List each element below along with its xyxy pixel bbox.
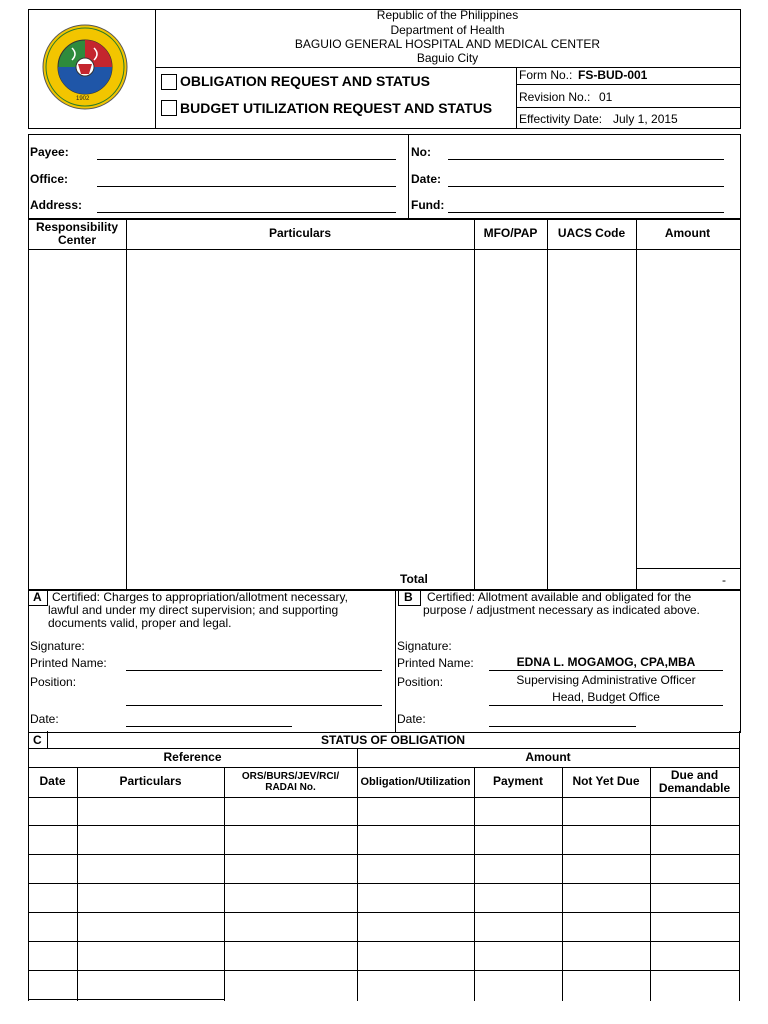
budget-checkbox[interactable]	[161, 100, 177, 116]
office-label: Office:	[30, 172, 69, 186]
divider	[516, 84, 740, 85]
status-col-obligation: Obligation/Utilization	[360, 776, 471, 788]
status-reference: Reference	[163, 750, 222, 764]
divider	[28, 767, 740, 768]
divider	[562, 767, 563, 1001]
seal-year: 1902	[76, 96, 90, 102]
cert-b-position-label: Position:	[397, 675, 444, 689]
payee-label: Payee:	[30, 145, 69, 159]
no-field[interactable]	[448, 159, 724, 160]
date-field[interactable]	[448, 186, 724, 187]
cert-b-letter: B	[404, 590, 413, 604]
cert-a-text-1: Certified: Charges to appropriation/allotment necessary,	[52, 590, 348, 604]
divider	[474, 218, 475, 589]
cert-a-date-label: Date:	[30, 712, 59, 726]
divider	[28, 797, 740, 798]
cert-b-text-1: Certified: Allotment available and obligated for the	[427, 590, 692, 604]
divider	[474, 767, 475, 1001]
divider	[28, 249, 740, 250]
header-department: Department of Health	[390, 23, 505, 37]
col-uacs-code: UACS Code	[557, 226, 626, 240]
cert-b-name-field	[489, 670, 723, 671]
main-table	[28, 218, 741, 591]
total-value: -	[722, 573, 726, 587]
no-label: No:	[411, 145, 431, 159]
table-row	[28, 999, 224, 1000]
col-responsibility: Responsibility Center	[35, 220, 118, 247]
office-field[interactable]	[97, 186, 396, 187]
col-mfo-pap: MFO/PAP	[483, 226, 538, 240]
date-label: Date:	[411, 172, 442, 186]
cert-b-name-label: Printed Name:	[397, 656, 474, 670]
divider	[650, 767, 651, 1001]
cert-b-date-label: Date:	[397, 712, 426, 726]
header-republic: Republic of the Philippines	[376, 8, 519, 22]
divider	[516, 67, 517, 128]
table-row	[28, 970, 740, 971]
revision-label: Revision No.:	[519, 90, 591, 104]
form-no-label: Form No.:	[519, 68, 573, 82]
divider	[28, 731, 29, 1001]
status-col-not-yet-due: Not Yet Due	[572, 774, 640, 788]
cert-a-date-field[interactable]	[126, 726, 292, 727]
table-row	[28, 941, 740, 942]
table-row	[28, 883, 740, 884]
divider	[126, 218, 127, 589]
divider	[547, 218, 548, 589]
cert-b-date-field[interactable]	[489, 726, 636, 727]
divider	[28, 748, 740, 749]
table-row	[28, 825, 740, 826]
address-field[interactable]	[97, 212, 396, 213]
divider	[739, 731, 740, 1001]
obligation-title: OBLIGATION REQUEST AND STATUS	[180, 73, 430, 89]
status-col-particulars: Particulars	[119, 774, 182, 788]
status-col-due-1: Due and	[670, 768, 719, 782]
cert-a-text-3: documents valid, proper and legal.	[48, 616, 232, 630]
status-col-ors-1: ORS/BURS/JEV/RCI/	[241, 771, 340, 782]
payee-frame	[28, 134, 741, 220]
budget-title: BUDGET UTILIZATION REQUEST AND STATUS	[180, 100, 493, 116]
header-city: Baguio City	[416, 51, 479, 65]
address-label: Address:	[30, 198, 83, 212]
cert-a-text-2: lawful and under my direct supervision; and supporting	[48, 603, 339, 617]
hospital-seal-logo	[42, 24, 128, 110]
fund-label: Fund:	[411, 198, 445, 212]
cert-a-name-label: Printed Name:	[30, 656, 107, 670]
cert-a-position-field[interactable]	[126, 705, 382, 706]
cert-b-position-line1: Supervising Administrative Officer	[516, 673, 696, 687]
cert-a-position-label: Position:	[30, 675, 77, 689]
form-no-value: FS-BUD-001	[578, 68, 648, 82]
divider	[395, 589, 396, 732]
header-hospital: BAGUIO GENERAL HOSPITAL AND MEDICAL CENTER	[294, 37, 601, 51]
divider	[636, 568, 740, 569]
status-amount: Amount	[525, 750, 571, 764]
cert-b-position-line2: Head, Budget Office	[552, 690, 660, 704]
cert-a-letter: A	[33, 590, 42, 604]
divider	[516, 107, 740, 108]
table-row	[28, 854, 740, 855]
revision-value: 01	[599, 90, 613, 104]
status-col-ors-2: RADAI No.	[265, 782, 316, 793]
divider	[224, 767, 225, 1001]
cert-b-position-field	[489, 705, 723, 706]
col-amount: Amount	[664, 226, 711, 240]
obligation-checkbox[interactable]	[161, 74, 177, 90]
cert-b-signature-label: Signature:	[397, 639, 452, 653]
col-particulars: Particulars	[268, 226, 332, 240]
status-col-date: Date	[39, 774, 66, 788]
effectivity-label: Effectivity Date:	[519, 112, 603, 126]
divider	[636, 218, 637, 589]
cert-b-name-value: EDNA L. MOGAMOG, CPA,MBA	[516, 655, 696, 669]
divider	[155, 67, 740, 68]
cert-a-signature-label: Signature:	[30, 639, 85, 653]
total-label: Total	[400, 572, 428, 586]
fund-field[interactable]	[448, 212, 724, 213]
divider	[408, 134, 409, 219]
status-col-payment: Payment	[492, 774, 544, 788]
cert-b-text-2: purpose / adjustment necessary as indicated above.	[423, 603, 700, 617]
divider	[77, 767, 78, 1001]
cert-a-name-field[interactable]	[126, 670, 382, 671]
status-letter: C	[33, 733, 42, 747]
status-col-due-2: Demandable	[658, 781, 731, 795]
status-title: STATUS OF OBLIGATION	[321, 733, 465, 747]
payee-field[interactable]	[97, 159, 396, 160]
effectivity-value: July 1, 2015	[613, 112, 678, 126]
table-row	[28, 912, 740, 913]
